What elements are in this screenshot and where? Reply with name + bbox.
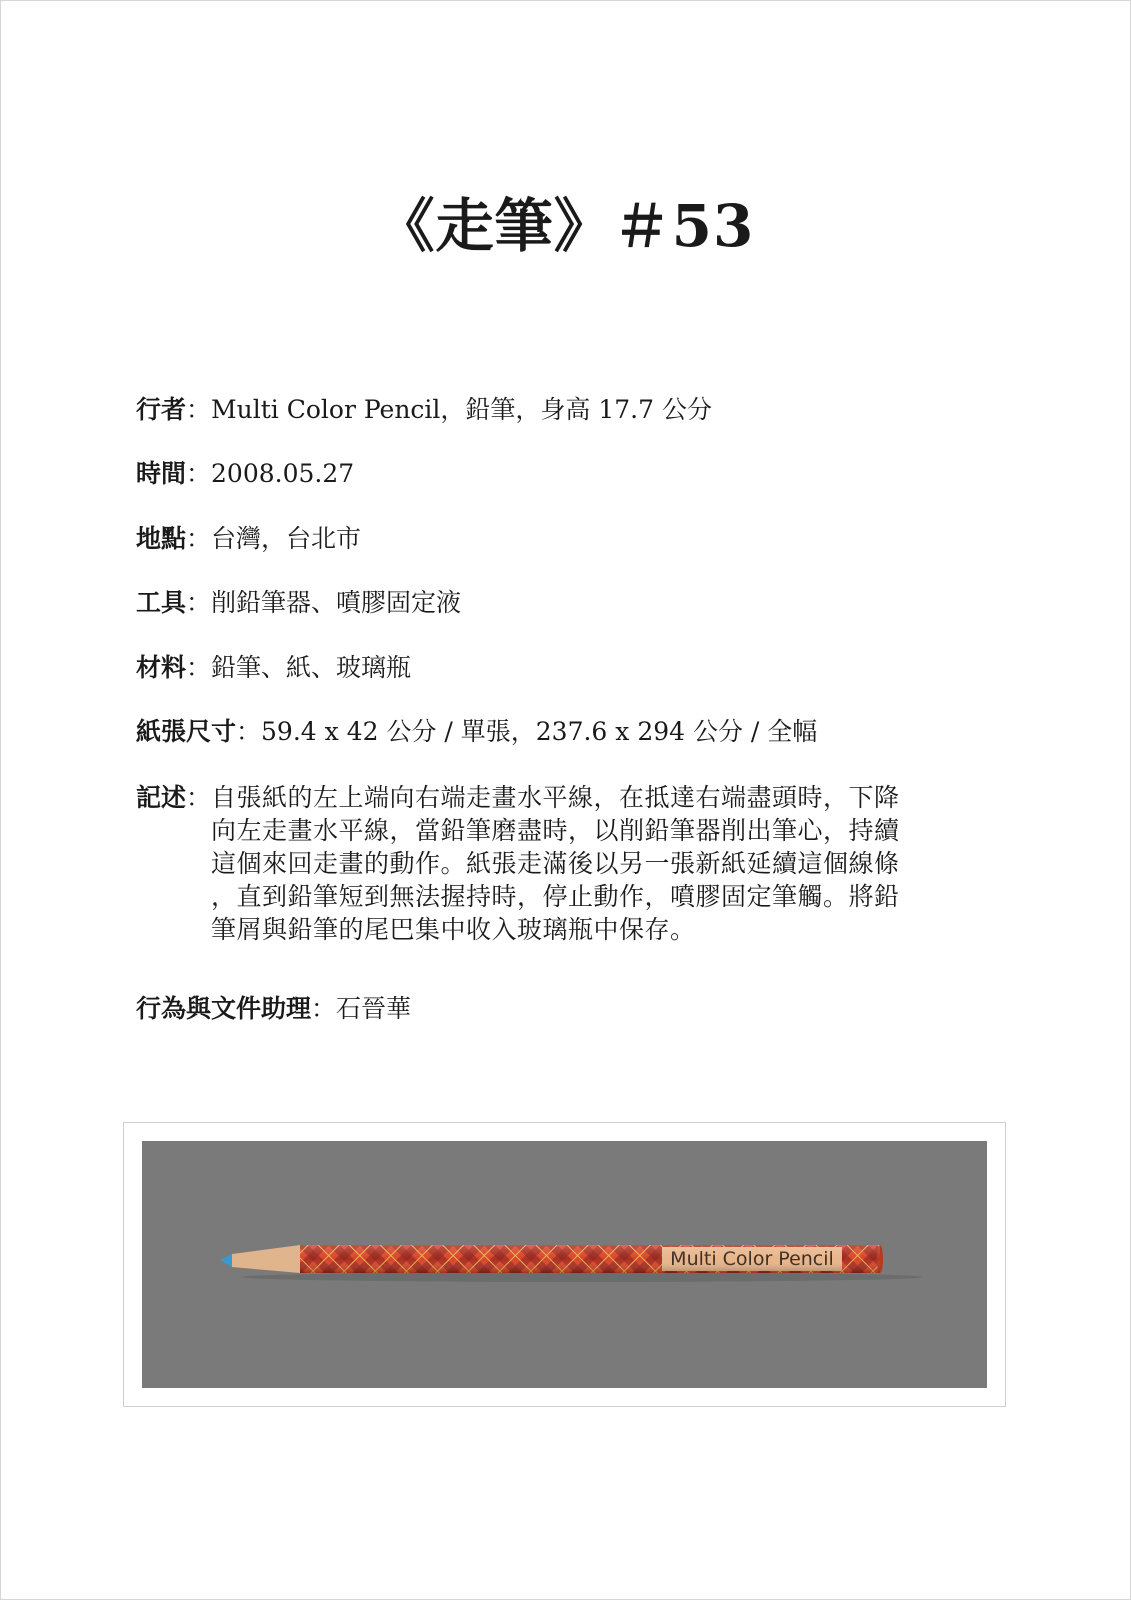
pencil-shadow — [242, 1272, 922, 1282]
field-place-label: 地點 — [136, 524, 187, 553]
field-tools-label: 工具 — [136, 588, 187, 617]
field-assistant-label: 行為與文件助理 — [136, 994, 312, 1023]
description-line: 這個來回走畫的動作。紙張走滿後以另一張新紙延續這個線條 — [211, 849, 900, 878]
field-time-label: 時間 — [136, 459, 187, 488]
photo-frame — [123, 1122, 1006, 1407]
pencil-lead — [220, 1254, 232, 1267]
field-paper-size — [136, 715, 817, 749]
field-tools-sep: ： — [186, 588, 212, 617]
field-paper-size-label: 紙張尺寸 — [136, 717, 237, 746]
field-assistant-sep: ： — [311, 994, 337, 1023]
description-line: ，直到鉛筆短到無法握持時，停止動作，噴膠固定筆觸。將鉛 — [211, 882, 900, 911]
page-title: 《走筆》＃53 — [376, 192, 755, 260]
pencil-wood-tip — [232, 1245, 300, 1273]
field-paper-size-sep: ： — [236, 717, 262, 746]
field-description-label: 記述 — [136, 783, 187, 812]
field-actor-value: Multi Color Pencil，鉛筆，身高 17.7 公分 — [211, 395, 712, 424]
field-assistant-value: 石晉華 — [336, 994, 412, 1023]
field-materials-value: 鉛筆、紙、玻璃瓶 — [211, 653, 412, 682]
field-materials-sep: ： — [186, 653, 212, 682]
pencil-shading — [300, 1245, 880, 1273]
field-time-sep: ： — [186, 459, 212, 488]
field-assistant — [136, 992, 411, 1026]
field-time — [136, 457, 354, 491]
field-place-sep: ： — [186, 524, 212, 553]
pencil-photo — [142, 1141, 987, 1388]
field-place — [136, 522, 361, 556]
field-description — [136, 781, 971, 946]
field-description-sep: ： — [186, 783, 212, 812]
field-actor-label: 行者 — [136, 395, 187, 424]
field-materials — [136, 651, 411, 685]
description-line: 筆屑與鉛筆的尾巴集中收入玻璃瓶中保存。 — [211, 915, 696, 944]
field-materials-label: 材料 — [136, 653, 187, 682]
pencil-illustration — [142, 1141, 987, 1388]
field-actor-sep: ： — [186, 395, 212, 424]
description-line: 向左走畫水平線，當鉛筆磨盡時，以削鉛筆器削出筆心，持續 — [211, 816, 900, 845]
field-time-value: 2008.05.27 — [211, 459, 355, 488]
field-tools — [136, 586, 461, 620]
field-paper-size-value: 59.4 x 42 公分 / 單張，237.6 x 294 公分 / 全幅 — [261, 717, 818, 746]
field-description-text — [211, 781, 971, 946]
field-place-value: 台灣，台北市 — [211, 524, 362, 553]
field-tools-value: 削鉛筆器、噴膠固定液 — [211, 588, 462, 617]
field-actor — [136, 393, 712, 427]
description-line: 自張紙的左上端向右端走畫水平線，在抵達右端盡頭時，下降 — [211, 783, 900, 812]
